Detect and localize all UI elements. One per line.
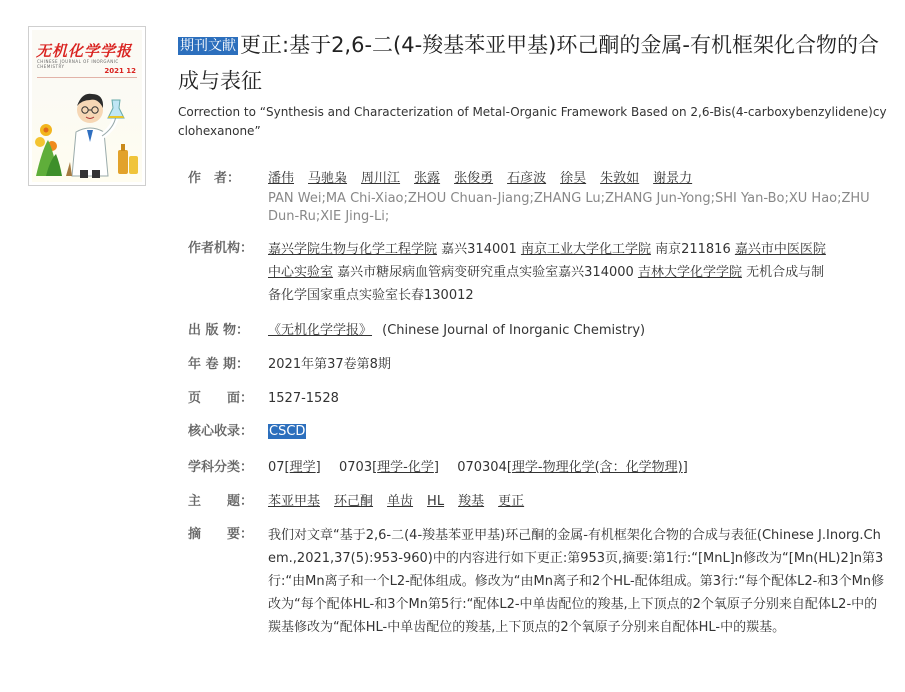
institution-link[interactable]: 嘉兴学院生物与化学工程学院 (268, 242, 438, 257)
subject-bracket: ] (315, 460, 321, 475)
authors-label: 作 者： (188, 171, 241, 186)
pages-label: 页 面： (188, 391, 254, 406)
institution-text: 备化学国家重点实验室长春130012 (268, 288, 474, 303)
journal-cover[interactable] (28, 26, 146, 186)
keyword-link[interactable]: 苯亚甲基 (268, 494, 321, 509)
author-link[interactable]: 张露 (414, 171, 441, 186)
subject-bracket: ] (433, 460, 439, 475)
journal-link[interactable]: 《无机化学学报》 (268, 323, 373, 338)
author-link[interactable]: 石彦波 (507, 171, 547, 186)
abstract-label: 摘 要： (188, 527, 254, 542)
indexed-label: 核心收录： (188, 424, 254, 439)
keywords-label: 主 题： (188, 494, 254, 509)
authors-value (268, 168, 886, 226)
subject-link[interactable]: 理学-物理化学(含：化学物理) (511, 460, 683, 475)
cover-divider (37, 77, 137, 78)
keywords-value (268, 491, 886, 513)
subject-bracket: ] (682, 460, 688, 475)
author-link[interactable]: 朱敦如 (600, 171, 640, 186)
institution-text: 嘉兴314001 (441, 242, 517, 257)
subjects-value (268, 457, 886, 479)
keyword-link[interactable]: 羧基 (458, 494, 485, 509)
keyword-link[interactable]: HL (427, 494, 445, 509)
institutions-label: 作者机构： (188, 241, 254, 256)
cover-title: 无机化学学报 (36, 42, 133, 60)
year-label: 年 卷 期： (188, 357, 250, 372)
subject-link[interactable]: 理学-化学 (377, 460, 434, 475)
keyword-link[interactable]: 单齿 (387, 494, 414, 509)
institution-link[interactable]: 中心实验室 (268, 265, 334, 280)
institution-link[interactable]: 吉林大学化学学院 (637, 265, 742, 280)
cover-image (32, 30, 142, 182)
author-link[interactable]: 马驰枭 (308, 171, 348, 186)
abstract-text: 我们对文章“基于2,6-二(4-羧基苯亚甲基)环己酮的金属-有机框架化合物的合成与表征(Chinese J.Inorg.Chem.,2021,37(5):953-960)中的内容进行如下更正:第953页,摘要:第1行:“[MnL]n修改为“[Mn(HL)2]n第3行:“由Mn离子和一个L2-配体组成。修改为“由Mn离子和2个HL-配体组成。第3行:“每个配体L2-和3个Mn修改为“每个配体HL-和3个Mn第5行:“配体L2-中单齿配位的羧基,上下顶点的2个氧原子分别来自配体L2-中的羰基修改为“配体HL-中单齿配位的羧基,上下顶点的2个氧原子分别来自配体HL-中的羰基。 (268, 528, 885, 635)
institution-text: 南京211816 (655, 242, 731, 257)
article-title (178, 28, 888, 99)
keyword-link[interactable]: 环己酮 (334, 494, 374, 509)
author-list (268, 168, 886, 190)
author-link[interactable]: 周川江 (361, 171, 401, 186)
institution-text: 无机合成与制 (746, 265, 825, 280)
pages-value: 1527-1528 (268, 391, 339, 406)
cover-issue: 2021 12 (104, 67, 136, 75)
institutions-value (268, 238, 886, 307)
author-names-en: PAN Wei;MA Chi-Xiao;ZHOU Chuan-Jiang;ZHANG Lu;ZHANG Jun-Yong;SHI Yan-Bo;XU Hao;ZHU Dun-Ru;XIE Jing-Li; (268, 191, 870, 224)
keyword-link[interactable]: 更正 (498, 494, 525, 509)
author-link[interactable]: 谢景力 (653, 171, 693, 186)
subject-link[interactable]: 理学 (289, 460, 316, 475)
subject-code: 07[ (268, 460, 290, 475)
author-link[interactable]: 潘伟 (268, 171, 295, 186)
article-title-en: Correction to “Synthesis and Characterization of Metal-Organic Framework Based on 2,6-Bis(4-carboxybenzylidene)cyclohexanone” (178, 105, 887, 138)
institution-text: 嘉兴市糖尿病血管病变研究重点实验室嘉兴314000 (337, 265, 634, 280)
article-title-text: 更正:基于2,6-二(4-羧基苯亚甲基)环己酮的金属-有机框架化合物的合成与表征 (178, 33, 879, 93)
journal-name-en: (Chinese Journal of Inorganic Chemistry) (382, 323, 646, 338)
article-type-badge: 期刊文献 (180, 38, 236, 54)
indexed-value (268, 421, 886, 443)
publication-value (268, 320, 886, 342)
cover-subtitle: CHINESE JOURNAL OF INORGANIC CHEMISTRY (37, 59, 119, 69)
institution-link[interactable]: 南京工业大学化工学院 (520, 242, 651, 257)
cover-illustration-icon (32, 80, 142, 182)
author-link[interactable]: 徐昊 (560, 171, 587, 186)
institution-link[interactable]: 嘉兴市中医医院 (734, 242, 826, 257)
year-value: 2021年第37卷第8期 (268, 357, 391, 372)
publication-label: 出 版 物： (188, 323, 250, 338)
subject-code: 0703[ (339, 460, 378, 475)
author-link[interactable]: 张俊勇 (454, 171, 494, 186)
subject-code: 070304[ (457, 460, 512, 475)
subjects-label: 学科分类： (188, 460, 254, 475)
cscd-badge: CSCD (269, 424, 306, 439)
